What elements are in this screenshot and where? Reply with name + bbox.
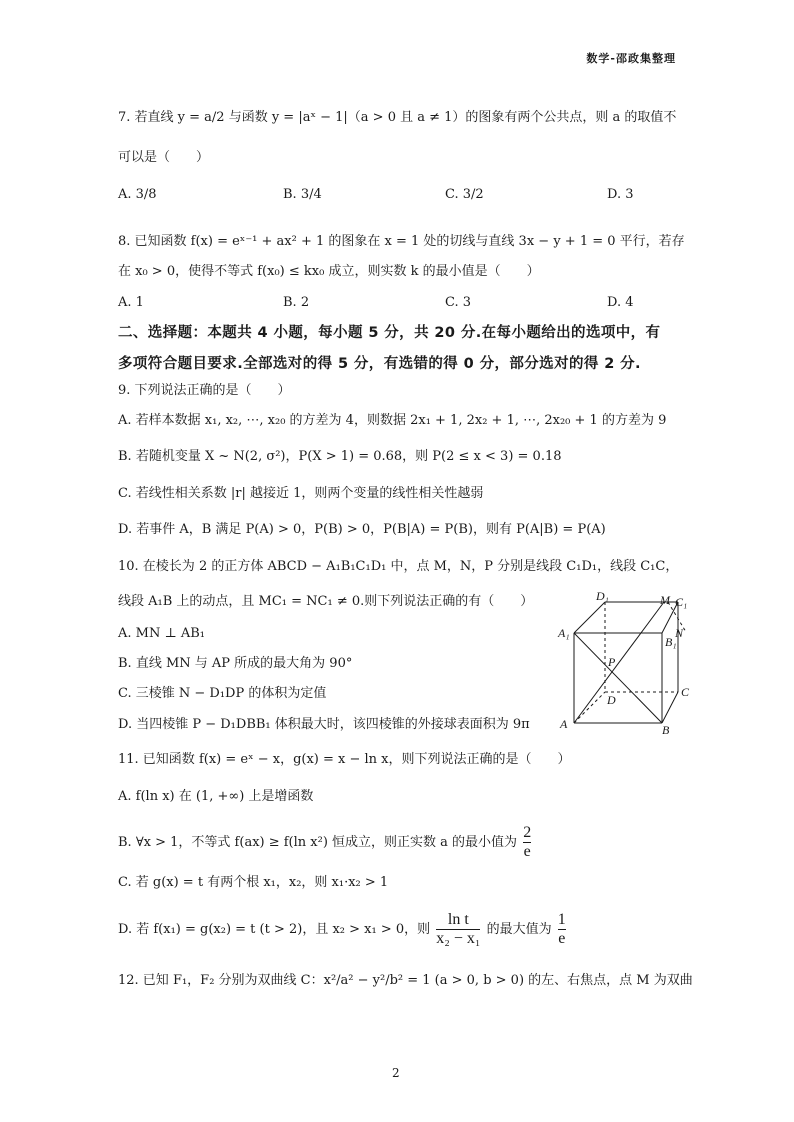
cube-label-a1: A₁ (558, 626, 570, 640)
q10-option-c: C. 三棱锥 N − D₁DP 的体积为定值 (118, 686, 327, 701)
cube-label-m: M (660, 593, 670, 607)
cube-label-b1: B₁ (665, 635, 677, 649)
cube-label-b: B (662, 723, 670, 737)
q9-stem: 9. 下列说法正确的是（ ） (118, 383, 291, 398)
cube-label-n: N (675, 626, 684, 640)
q10-stem-line2: 线段 A₁B 上的动点，且 MC₁ = NC₁ ≠ 0.则下列说法正确的有（ ） (118, 594, 534, 609)
q11-option-b-fraction (523, 824, 531, 861)
q11-b-frac-den: e (523, 843, 531, 860)
q11-b-frac-num: 2 (523, 824, 532, 841)
q8-option-b: B. 2 (283, 295, 310, 310)
section-heading-line2: 多项符合题目要求.全部选对的得 5 分，有选错的得 0 分，部分选对的得 2 分. (118, 356, 641, 372)
q11-d-frac-den: x₂ − x₁ (436, 930, 481, 947)
q8-option-d: D. 4 (607, 295, 634, 310)
q9-option-b: B. 若随机变量 X ~ N(2, σ²)，P(X > 1) = 0.68，则 P(2 ≤ x < 3) = 0.18 (118, 449, 562, 464)
q11-option-b: B. ∀x > 1，不等式 f(ax) ≥ f(ln x²) 恒成立，则正实数 a 的最小值为 (118, 835, 518, 850)
cube-label-c1: C₁ (675, 595, 688, 609)
q11-option-b-row (118, 824, 533, 862)
cube-label-d: D (607, 693, 616, 707)
q11-option-d-pre: D. 若 f(x₁) = g(x₂) = t (t > 2)，且 x₂ > x₁ > 0，则 (118, 922, 431, 937)
q11-d-frac-num: ln t (436, 911, 480, 930)
q12-stem-line1: 12. 已知 F₁，F₂ 分别为双曲线 C：x²/a² − y²/b² = 1 (a > 0, b > 0) 的左、右焦点，点 M 为双曲 (118, 973, 693, 988)
section-heading-line1: 二、选择题：本题共 4 小题，每小题 5 分，共 20 分.在每小题给出的选项中，有 (118, 325, 661, 341)
q9-option-c: C. 若线性相关系数 |r| 越接近 1，则两个变量的线性相关性越弱 (118, 486, 484, 501)
q8-option-c: C. 3 (445, 295, 472, 310)
q11-d-frac2-num: 1 (557, 911, 566, 928)
q7-stem-line2: 可以是（ ） (118, 150, 210, 165)
page-number: 2 (392, 1066, 400, 1080)
q11-option-d-post: 的最大值为 (486, 922, 552, 937)
q11-d-frac2-den: e (558, 930, 566, 947)
q11-option-d-fraction2 (558, 911, 566, 948)
q8-stem-line1: 8. 已知函数 f(x) = eˣ⁻¹ + ax² + 1 的图象在 x = 1 处的切线与直线 3x − y + 1 = 0 平行，若存 (118, 234, 685, 249)
q7-stem-line1: 7. 若直线 y = a/2 与函数 y = |aˣ − 1|（a > 0 且 a ≠ 1）的图象有两个公共点，则 a 的取值不 (118, 110, 677, 125)
q7-option-d: D. 3 (607, 187, 634, 202)
cube-label-d1: D₁ (596, 589, 609, 603)
q11-option-a: A. f(ln x) 在 (1, +∞) 上是增函数 (118, 789, 314, 804)
q11-option-d-row (118, 911, 568, 949)
q9-option-a: A. 若样本数据 x₁, x₂, ⋯, x₂₀ 的方差为 4，则数据 2x₁ + 1, 2x₂ + 1, ⋯, 2x₂₀ + 1 的方差为 9 (118, 413, 667, 428)
cube-label-p: P (608, 655, 616, 669)
q7-option-c: C. 3/2 (445, 187, 484, 202)
q11-stem: 11. 已知函数 f(x) = eˣ − x，g(x) = x − ln x，则下列说法正确的是（ ） (118, 752, 571, 767)
q8-option-a: A. 1 (118, 295, 144, 310)
q10-stem-line1: 10. 在棱长为 2 的正方体 ABCD − A₁B₁C₁D₁ 中，点 M，N，P 分别是线段 C₁D₁，线段 C₁C， (118, 559, 679, 574)
q10-option-d: D. 当四棱锥 P − D₁DBB₁ 体积最大时，该四棱锥的外接球表面积为 9π (118, 717, 530, 732)
cube-label-a: A (560, 717, 568, 731)
q11-option-c: C. 若 g(x) = t 有两个根 x₁，x₂，则 x₁·x₂ > 1 (118, 875, 389, 890)
cube-figure (556, 588, 690, 738)
q9-option-d: D. 若事件 A，B 满足 P(A) > 0，P(B) > 0，P(B|A) = P(B)，则有 P(A|B) = P(A) (118, 522, 606, 537)
q11-option-d-fraction (436, 911, 480, 948)
q8-stem-line2: 在 x₀ > 0，使得不等式 f(x₀) ≤ kx₀ 成立，则实数 k 的最小值是（ ） (118, 264, 540, 279)
q7-option-a: A. 3/8 (118, 187, 157, 202)
page-header: 数学-邵政集整理 (586, 52, 676, 65)
q10-option-b: B. 直线 MN 与 AP 所成的最大角为 90° (118, 656, 353, 671)
cube-label-c: C (681, 685, 690, 699)
q10-option-a: A. MN ⊥ AB₁ (118, 626, 205, 641)
q7-option-b: B. 3/4 (283, 187, 322, 202)
